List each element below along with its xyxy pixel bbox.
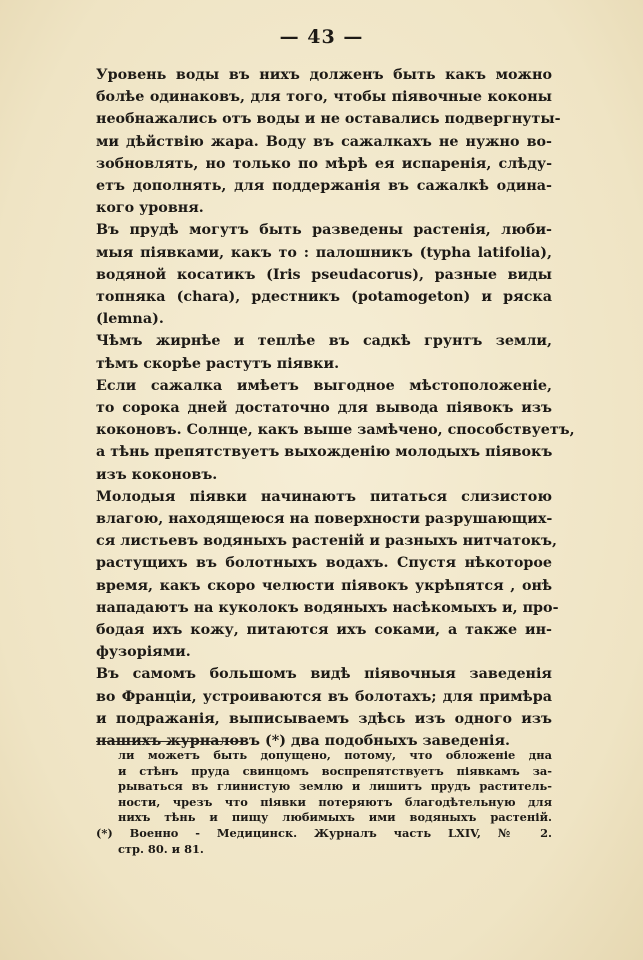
footnotes [96,748,552,857]
footnote-divider [96,741,246,742]
text-line: Въ самомъ большомъ видѣ піявочныя заведенія [96,666,552,683]
text-line: тѣмъ скорѣе растутъ піявки. [96,355,340,372]
paragraph-feeding [96,486,559,664]
text-line: Если сажалка имѣетъ выгодное мѣстоположеніе, [96,377,552,394]
text-line: водяной косатикъ (Iris pseudacorus), разные виды [96,266,552,283]
footnote-line: рываться въ глинистую землю и лишитъ прудъ раститель- [118,779,552,794]
text-line: кого уровня. [96,200,204,217]
footnote-continuation [96,748,552,826]
text-line: растущихъ въ болотныхъ водахъ. Спустя нѣкоторое [96,555,552,572]
footnote-line: ли можетъ быть допущено, потому, что обложеніе дна [118,748,552,762]
paragraph-france [96,663,552,752]
text-line: (lemna). [96,311,164,328]
footnote-reference [96,826,552,857]
text-line: Чѣмъ жирнѣе и теплѣе въ садкѣ грунтъ земли, [96,333,552,350]
text-line: а тѣнь препятствуетъ выхожденію молодыхъ піявокъ [96,444,553,461]
text-line: Молодыя піявки начинаютъ питаться слизистою [96,488,552,505]
text-line: коконовъ. Солнце, какъ выше замѣчено, способствуетъ, [96,422,575,439]
text-line: влагою, находящеюся на поверхности разрушающих- [96,511,553,528]
text-line: необнажались отъ воды и не оставались подвергнуты- [96,111,561,128]
text-line: ми дѣйствію жара. Воду въ сажалкахъ не нужно во- [96,133,552,150]
paragraph-location [96,375,575,486]
text-line: нападаютъ на куколокъ водяныхъ насѣкомыхъ и, про- [96,599,559,616]
text-line: ся листьевъ водяныхъ растеній и разныхъ нитчатокъ, [96,533,557,550]
footnote-line: (*) Военно - Медицинск. Журналъ часть LXIV, № 2. [96,825,552,840]
footnote-line: и стѣнъ пруда свинцомъ воспрепятствуетъ піявкамъ за- [118,763,552,778]
text-line: зобновлять, но только по мѣрѣ ея испаренія, слѣду- [96,155,552,172]
text-line: время, какъ скоро челюсти піявокъ укрѣпятся , онѣ [96,577,552,594]
paragraph-water-level [96,64,561,219]
text-line: мыя піявками, какъ то : палошникъ (typha latifolia), [96,244,552,261]
footnote-line: ности, чрезъ что піявки потеряютъ благодѣтельную для [118,794,552,809]
paragraph-plants [96,219,552,330]
text-line: болѣе одинаковъ, для того, чтобы піявочные коконы [96,89,552,106]
page-number: — 43 — [279,26,364,48]
text-line: Въ прудѣ могутъ быть разведены растенія, люби- [96,222,552,239]
text-line: Уровень воды въ нихъ долженъ быть какъ можно [96,67,552,83]
text-line: топняка (chara), рдестникъ (potamogeton) и ряска [96,289,552,306]
text-line: во Франціи, устроиваются въ болотахъ; для примѣра [96,688,552,705]
text-line: етъ дополнять, для поддержанія въ сажалкѣ одина- [96,178,552,195]
text-line: и подражанія, выписываемъ здѣсь изъ одного изъ [96,710,552,727]
text-line: то сорока дней достаточно для вывода піявокъ изъ [96,400,552,417]
text-line: нашихъ журналовъ (*) два подобныхъ заведенія. [96,733,511,750]
footnote-line: нихъ тѣнь и пищу любимыхъ ими водяныхъ растеній. [118,810,552,825]
text-line: изъ коконовъ. [96,466,218,483]
paragraph-soil [96,330,552,374]
footnote-line: стр. 80. и 81. [118,841,204,856]
text-line: фузоріями. [96,644,191,661]
text-line: бодая ихъ кожу, питаются ихъ соками, а также ин- [96,622,552,639]
main-text [96,64,575,752]
